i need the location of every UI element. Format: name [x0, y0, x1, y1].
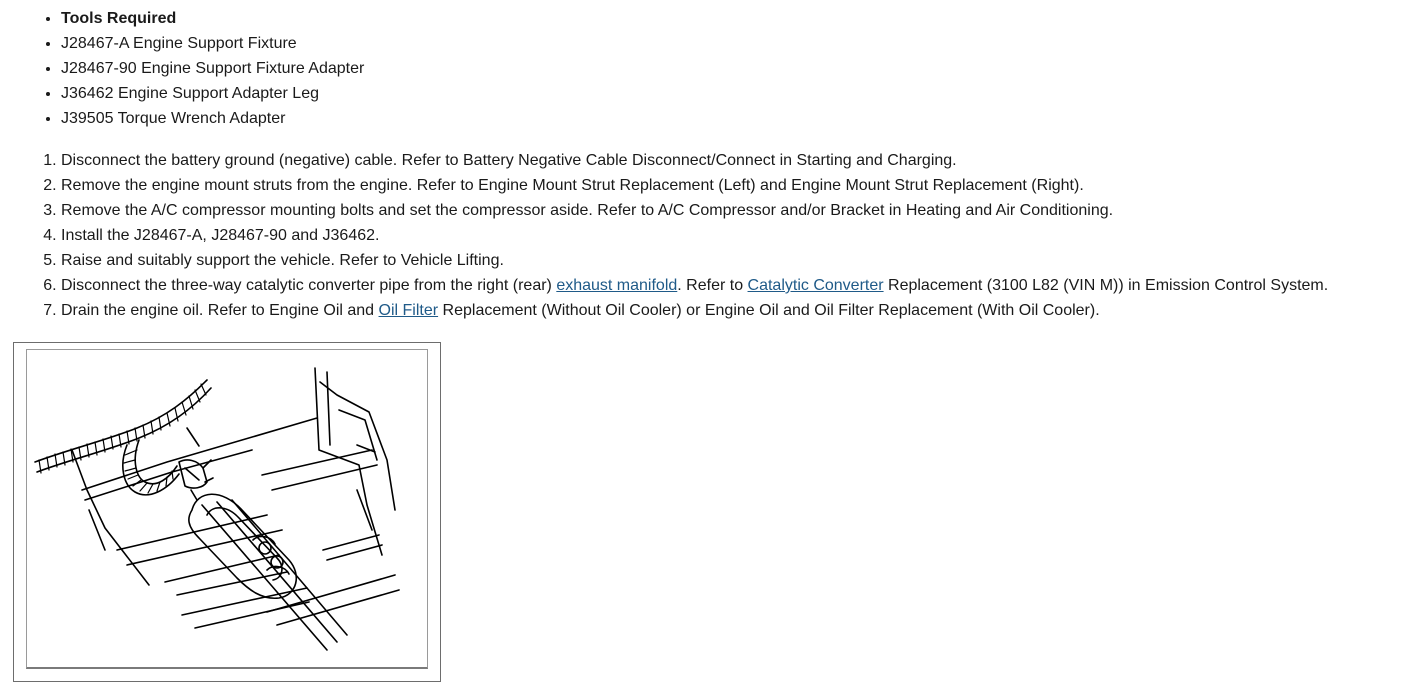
figure-frame — [13, 342, 441, 682]
step-item — [61, 273, 1328, 298]
exhaust-illustration — [26, 349, 428, 669]
step-text: Replacement (Without Oil Cooler) or Engine Oil and Oil Filter Replacement (With Oil Cooler). — [438, 302, 1100, 319]
step-text: . Refer to — [677, 277, 748, 294]
step-item — [61, 298, 1328, 323]
tool-item: • J36462 Engine Support Adapter Leg — [61, 81, 364, 106]
tool-item: • J28467-90 Engine Support Fixture Adapter — [61, 56, 364, 81]
exhaust-manifold-link[interactable]: exhaust manifold — [556, 277, 678, 294]
step-item: 2. Remove the engine mount struts from the engine. Refer to Engine Mount Strut Replacement (Left) and Engine Mount Strut Replacement (Right). — [61, 173, 1328, 198]
tool-item: • J39505 Torque Wrench Adapter — [61, 106, 364, 131]
catalytic-converter-link[interactable]: Catalytic Converter — [747, 277, 884, 294]
step-item: 1. Disconnect the battery ground (negative) cable. Refer to Battery Negative Cable Disconnect/Connect in Starting and Charging. — [61, 148, 1328, 173]
step-item: 5. Raise and suitably support the vehicle. Refer to Vehicle Lifting. — [61, 248, 1328, 273]
step-text: Drain the engine oil. Refer to Engine Oil and — [61, 302, 379, 319]
step-text: Replacement (3100 L82 (VIN M)) in Emission Control System. — [883, 277, 1329, 294]
tools-required-list — [0, 6, 364, 131]
procedure-steps-list — [0, 148, 1328, 323]
step-text: Disconnect the three-way catalytic converter pipe from the right (rear) — [61, 277, 557, 294]
step-item: 4. Install the J28467-A, J28467-90 and J36462. — [61, 223, 1328, 248]
oil-filter-link[interactable]: Oil Filter — [378, 302, 439, 319]
tools-required-heading: • Tools Required — [61, 6, 364, 31]
step-item: 3. Remove the A/C compressor mounting bolts and set the compressor aside. Refer to A/C Compressor and/or Bracket in Heating and Air Conditioning. — [61, 198, 1328, 223]
tool-item: • J28467-A Engine Support Fixture — [61, 31, 364, 56]
